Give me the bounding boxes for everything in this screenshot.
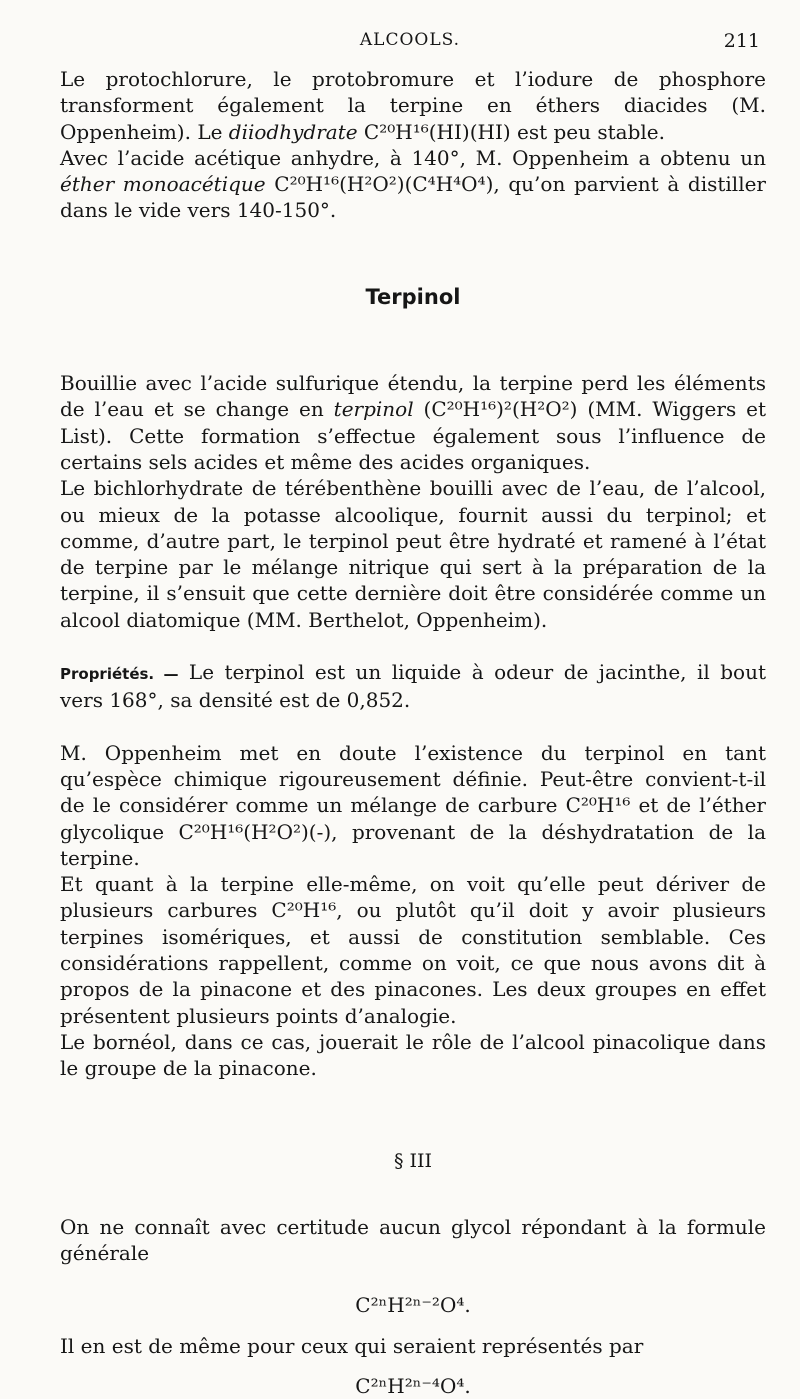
- paragraph-proprietes: Propriétés. — Le terpinol est un liquide à odeur de jacinthe, il bout vers 168°, sa densité est de 0,852.: [60, 660, 766, 713]
- section-heading-terpinol: Terpinol: [365, 284, 461, 309]
- paragraph-bichlorhydrate: Le bichlorhydrate de térébenthène bouilli avec de l’eau, de l’alcool, ou mieux de la potasse alcoolique, fournit aussi du terpinol; et comme, d’autre part, le terpinol peut être hydraté et ramené à l’état de terpine par le mélange nitrique qui sert à la préparation de la terpine, il s’ensuit que cette dernière doit être considérée comme un alcool diatomique (MM. Berthelot, Oppenheim).: [60, 476, 766, 632]
- paragraph-oppenheim-doubt: M. Oppenheim met en doute l’existence du terpinol en tant qu’espèce chimique rigoureusement définie. Peut-être convient-t-il de le considérer comme un mélange de carbure C²⁰H¹⁶ et de l’éther glycolique C²⁰H¹⁶(H²O²)(-), provenant de la déshydratation de la terpine.: [60, 740, 766, 870]
- paragraph-same-case: Il en est de même pour ceux qui seraient représentés par: [60, 1333, 644, 1358]
- running-title: ALCOOLS.: [359, 30, 461, 50]
- paragraph-terpinol-formation: Bouillie avec l’acide sulfurique étendu, la terpine perd les éléments de l’eau et se change en terpinol (C²⁰H¹⁶)²(H²O²) (MM. Wiggers et List). Cette formation s’effectue également sous l’influence de certains sels acides et même des acides organiques.: [60, 371, 766, 474]
- formula-general-1: C²ⁿH²ⁿ⁻²O⁴.: [355, 1293, 471, 1318]
- page-number: 211: [723, 30, 760, 52]
- page-body: [60, 66, 766, 1399]
- term-ether-monoacetique: éther monoacétique: [60, 172, 266, 197]
- paragraph-borneol: Le bornéol, dans ce cas, jouerait le rôle de l’alcool pinacolique dans le groupe de la pinacone.: [60, 1029, 766, 1081]
- paragraph-glycol-formula: On ne connaît avec certitude aucun glycol répondant à la formule générale: [60, 1214, 766, 1266]
- formula-general-2: C²ⁿH²ⁿ⁻⁴O⁴.: [355, 1373, 471, 1398]
- paragraph-diiodhydrate: Le protochlorure, le protobromure et l’iodure de phosphore transforment également la terpine en éthers diacides (M. Oppenheim). Le diiodhydrate C²⁰H¹⁶(HI)(HI) est peu stable.: [60, 67, 766, 144]
- term-diiodhydrate: diiodhydrate: [228, 119, 358, 144]
- runin-proprietes: Propriétés. —: [60, 665, 179, 684]
- page-header: [60, 30, 760, 56]
- paragraph-terpine-isomers: Et quant à la terpine elle-même, on voit qu’elle peut dériver de plusieurs carbures C²⁰H¹⁶, ou plutôt qu’il doit y avoir plusieurs terpines isomériques, et aussi de constitution semblable. Ces considérations rappellent, comme on voit, ce que nous avons dit à propos de la pinacone et des pinacones. Les deux groupes en effet présentent plusieurs points d’analogie.: [60, 872, 766, 1028]
- term-terpinol: terpinol: [333, 397, 414, 422]
- section-number: § III: [393, 1149, 433, 1172]
- paragraph-acetic-ether: Avec l’acide acétique anhydre, à 140°, M. Oppenheim a obtenu un éther monoacétique C²⁰H¹⁶(H²O²)(C⁴H⁴O⁴), qu’on parvient à distiller dans le vide vers 140-150°.: [60, 145, 766, 223]
